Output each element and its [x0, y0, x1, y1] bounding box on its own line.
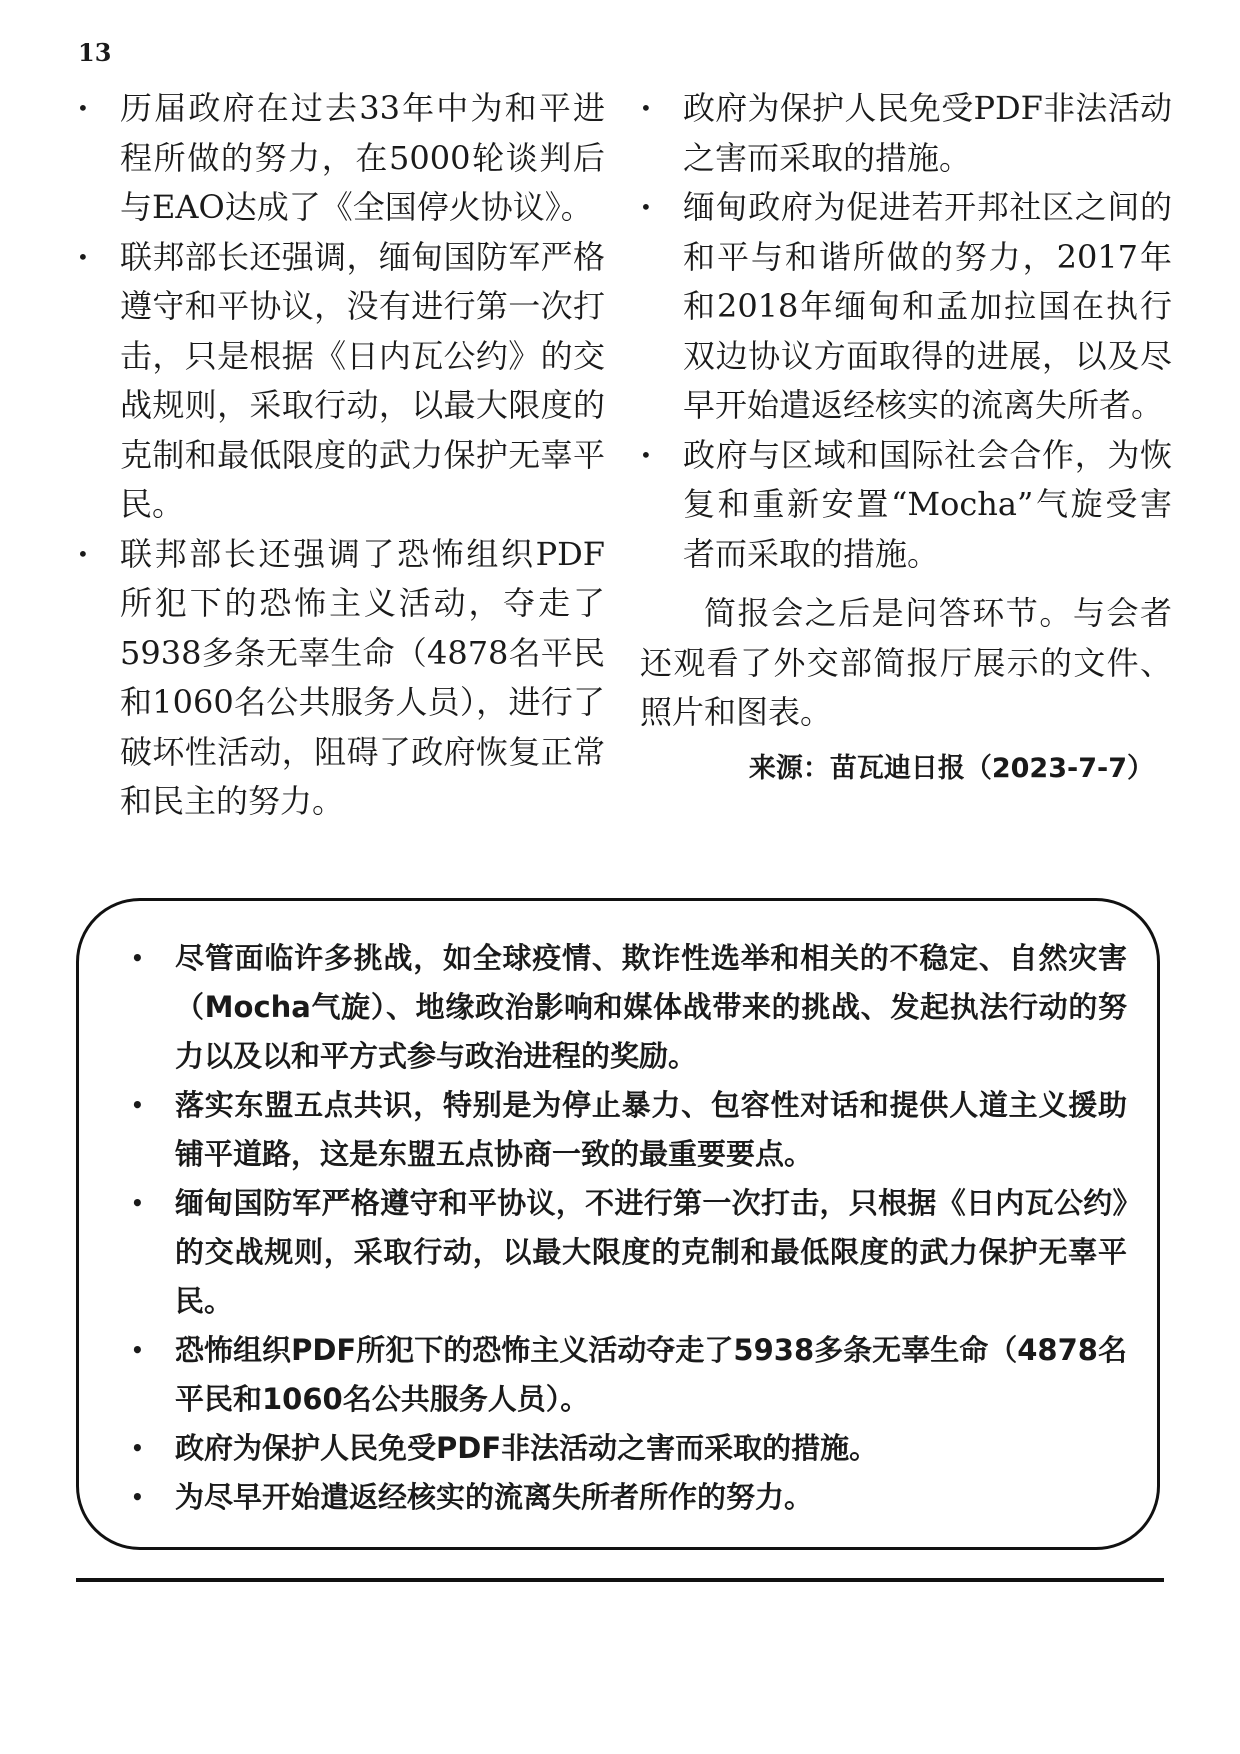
right-bullet-list [640, 84, 1172, 579]
source-citation: 来源：苗瓦迪日报（2023-7-7） [748, 752, 1154, 784]
summary-bullet-item: • 政府为保护人民免受PDF非法活动之害而采取的措施。 [131, 1424, 1127, 1473]
summary-bullet-item: • 落实东盟五点共识，特别是为停止暴力、包容性对话和提供人道主义援助铺平道路，这是东盟五点协商一致的最重要要点。 [131, 1081, 1127, 1179]
summary-bullet-item: • 尽管面临许多挑战，如全球疫情、欺诈性选举和相关的不稳定、自然灾害（Mocha气旋）、地缘政治影响和媒体战带来的挑战、发起执法行动的努力以及以和平方式参与政治进程的奖励。 [131, 934, 1127, 1081]
bullet-item: • 政府为保护人民免受PDF非法活动之害而采取的措施。 [640, 84, 1172, 183]
bullet-item: • 联邦部长还强调，缅甸国防军严格遵守和平协议，没有进行第一次打击，只是根据《日内瓦公约》的交战规则，采取行动，以最大限度的克制和最低限度的武力保护无辜平民。 [77, 233, 605, 530]
summary-box [76, 898, 1160, 1550]
page-number: 13 [78, 38, 112, 67]
summary-bullet-item: • 恐怖组织PDF所犯下的恐怖主义活动夺走了5938多条无辜生命（4878名平民和1060名公共服务人员）。 [131, 1326, 1127, 1424]
bullet-item: • 缅甸政府为促进若开邦社区之间的和平与和谐所做的努力，2017年和2018年缅甸和孟加拉国在执行双边协议方面取得的进展，以及尽早开始遣返经核实的流离失所者。 [640, 183, 1172, 431]
bullet-item: • 政府与区域和国际社会合作，为恢复和重新安置“Mocha”气旋受害者而采取的措施。 [640, 431, 1172, 580]
left-column [77, 84, 605, 827]
right-column [640, 84, 1172, 793]
left-bullet-list [77, 84, 605, 827]
bullet-item: • 联邦部长还强调了恐怖组织PDF所犯下的恐怖主义活动，夺走了5938多条无辜生命（4878名平民和1060名公共服务人员），进行了破坏性活动，阻碍了政府恢复正常和民主的努力。 [77, 530, 605, 827]
summary-bullet-item: • 为尽早开始遣返经核实的流离失所者所作的努力。 [131, 1473, 1127, 1522]
summary-bullet-item: • 缅甸国防军严格遵守和平协议，不进行第一次打击，只根据《日内瓦公约》的交战规则，采取行动，以最大限度的克制和最低限度的武力保护无辜平民。 [131, 1179, 1127, 1326]
closing-paragraph: 简报会之后是问答环节。与会者还观看了外交部简报厅展示的文件、照片和图表。 [640, 594, 1172, 731]
summary-bullet-list [131, 934, 1127, 1522]
footer-rule [76, 1578, 1164, 1582]
bullet-item: • 历届政府在过去33年中为和平进程所做的努力，在5000轮谈判后与EAO达成了《全国停火协议》。 [77, 84, 605, 233]
